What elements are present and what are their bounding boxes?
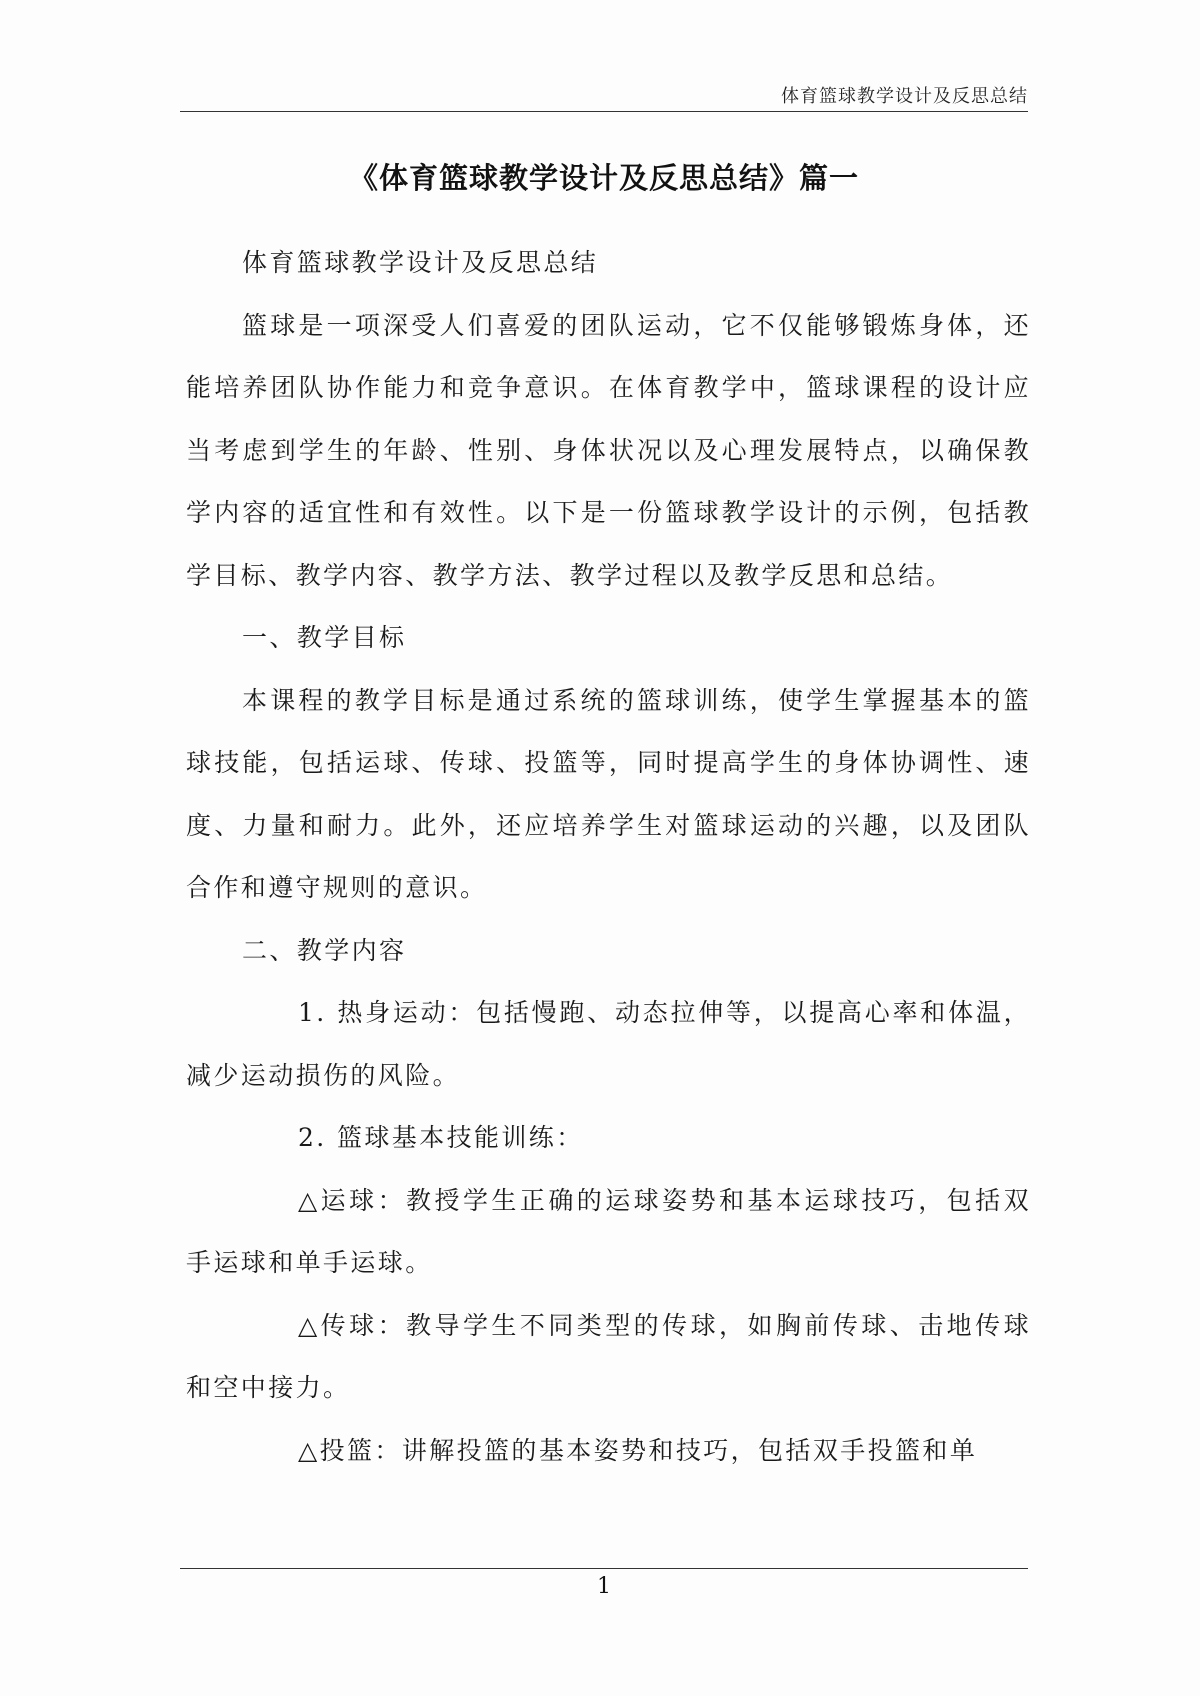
- section-heading-objectives: 一、教学目标: [242, 623, 407, 652]
- section-heading-content: 二、教学内容: [242, 935, 407, 965]
- page-number: 1: [597, 1574, 611, 1599]
- skill-item-passing: △传球：教导学生不同类型的传球，如胸前传球、击地传球和空中接力。: [186, 1310, 1031, 1402]
- header-divider: [180, 111, 1028, 112]
- subtitle-paragraph: 体育篮球教学设计及反思总结: [242, 248, 599, 277]
- running-header: 体育篮球教学设计及反思总结: [781, 86, 1028, 107]
- content-item-warmup: 1. 热身运动：包括慢跑、动态拉伸等，以提高心率和体温，减少运动损伤的风险。: [186, 998, 1031, 1090]
- document-body: [186, 232, 1031, 1482]
- skill-item-dribbling: △运球：教授学生正确的运球姿势和基本运球技巧，包括双手运球和单手运球。: [186, 1185, 1031, 1277]
- footer-divider: [180, 1568, 1028, 1569]
- intro-paragraph: 篮球是一项深受人们喜爱的团队运动，它不仅能够锻炼身体，还能培养团队协作能力和竞争意识。在体育教学中，篮球课程的设计应当考虑到学生的年龄、性别、身体状况以及心理发展特点，以确保教学内容的适宜性和有效性。以下是一份篮球教学设计的示例，包括教学目标、教学内容、教学方法、教学过程以及教学反思和总结。: [186, 310, 1031, 590]
- document-title: 《体育篮球教学设计及反思总结》篇一: [348, 161, 859, 195]
- skill-item-shooting: △投篮：讲解投篮的基本姿势和技巧，包括双手投篮和单: [298, 1435, 978, 1465]
- content-item-skills: 2. 篮球基本技能训练：: [298, 1123, 584, 1152]
- objectives-paragraph: 本课程的教学目标是通过系统的篮球训练，使学生掌握基本的篮球技能，包括运球、传球、投篮等，同时提高学生的身体协调性、速度、力量和耐力。此外，还应培养学生对篮球运动的兴趣，以及团队合作和遵守规则的意识。: [186, 685, 1031, 902]
